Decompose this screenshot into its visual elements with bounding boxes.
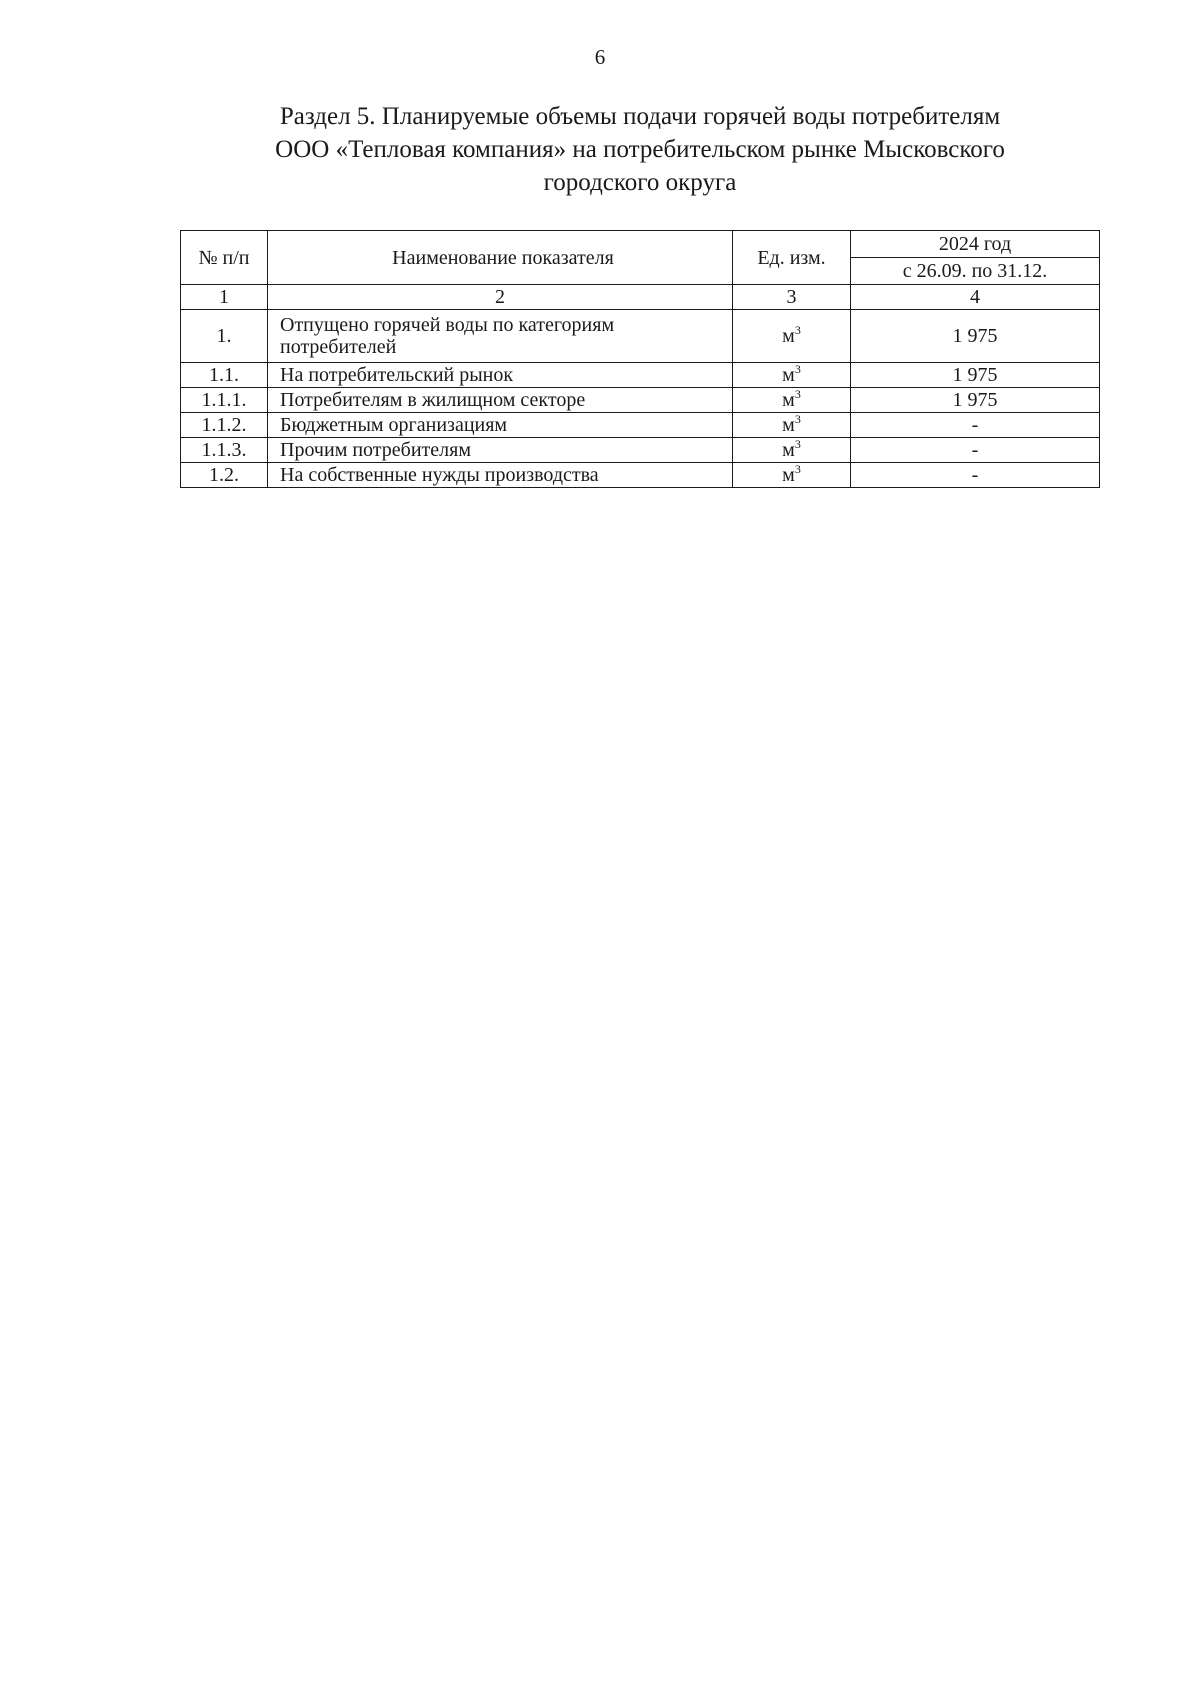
unit-base: м: [782, 325, 795, 347]
row-number: 1.: [181, 310, 268, 363]
row-unit: [733, 413, 851, 438]
title-line: Раздел 5. Планируемые объемы подачи горячей воды потребителям: [279, 103, 1001, 130]
row-value: -: [851, 463, 1100, 488]
header-no: № п/п: [181, 231, 268, 285]
table-row: [181, 438, 1100, 463]
table-row: [181, 463, 1100, 488]
unit-exponent: 3: [794, 437, 801, 451]
unit-exponent: 3: [794, 462, 801, 476]
row-indicator: На собственные нужды производства: [268, 463, 733, 488]
row-value: -: [851, 438, 1100, 463]
row-unit: [733, 388, 851, 413]
row-indicator: Прочим потребителям: [268, 438, 733, 463]
unit-exponent: 3: [794, 323, 801, 337]
column-number: 2: [268, 285, 733, 310]
row-value: 1 975: [851, 310, 1100, 363]
row-indicator: На потребительский рынок: [268, 363, 733, 388]
table-row: [181, 413, 1100, 438]
header-year: 2024 год: [851, 231, 1100, 258]
row-number: 1.2.: [181, 463, 268, 488]
row-indicator: Потребителям в жилищном секторе: [268, 388, 733, 413]
page-number: 6: [594, 45, 606, 69]
column-number: 4: [851, 285, 1100, 310]
header-name: Наименование показателя: [268, 231, 733, 285]
section-title: [190, 100, 1090, 199]
table-row: [181, 310, 1100, 363]
unit-base: м: [782, 439, 795, 461]
column-number-row: [181, 285, 1100, 310]
unit-base: м: [782, 464, 795, 486]
row-unit: [733, 438, 851, 463]
row-indicator: Отпущено горячей воды по категориям потребителей: [268, 310, 733, 363]
unit-exponent: 3: [794, 387, 801, 401]
unit-base: м: [782, 364, 795, 386]
row-indicator: Бюджетным организациям: [268, 413, 733, 438]
unit-base: м: [782, 389, 795, 411]
row-number: 1.1.3.: [181, 438, 268, 463]
row-value: 1 975: [851, 363, 1100, 388]
row-value: 1 975: [851, 388, 1100, 413]
row-unit: [733, 463, 851, 488]
row-number: 1.1.1.: [181, 388, 268, 413]
unit-exponent: 3: [794, 412, 801, 426]
title-line: ООО «Тепловая компания» на потребительском рынке Мысковского: [275, 136, 1005, 163]
row-number: 1.1.: [181, 363, 268, 388]
header-period: с 26.09. по 31.12.: [851, 258, 1100, 285]
row-unit: [733, 310, 851, 363]
unit-base: м: [782, 414, 795, 436]
row-number: 1.1.2.: [181, 413, 268, 438]
row-unit: [733, 363, 851, 388]
row-value: -: [851, 413, 1100, 438]
title-line: городского округа: [543, 169, 737, 196]
header-unit: Ед. изм.: [733, 231, 851, 285]
table-row: [181, 363, 1100, 388]
column-number: 3: [733, 285, 851, 310]
table-row: [181, 388, 1100, 413]
column-number: 1: [181, 285, 268, 310]
hot-water-volume-table: [180, 230, 1100, 488]
unit-exponent: 3: [794, 362, 801, 376]
